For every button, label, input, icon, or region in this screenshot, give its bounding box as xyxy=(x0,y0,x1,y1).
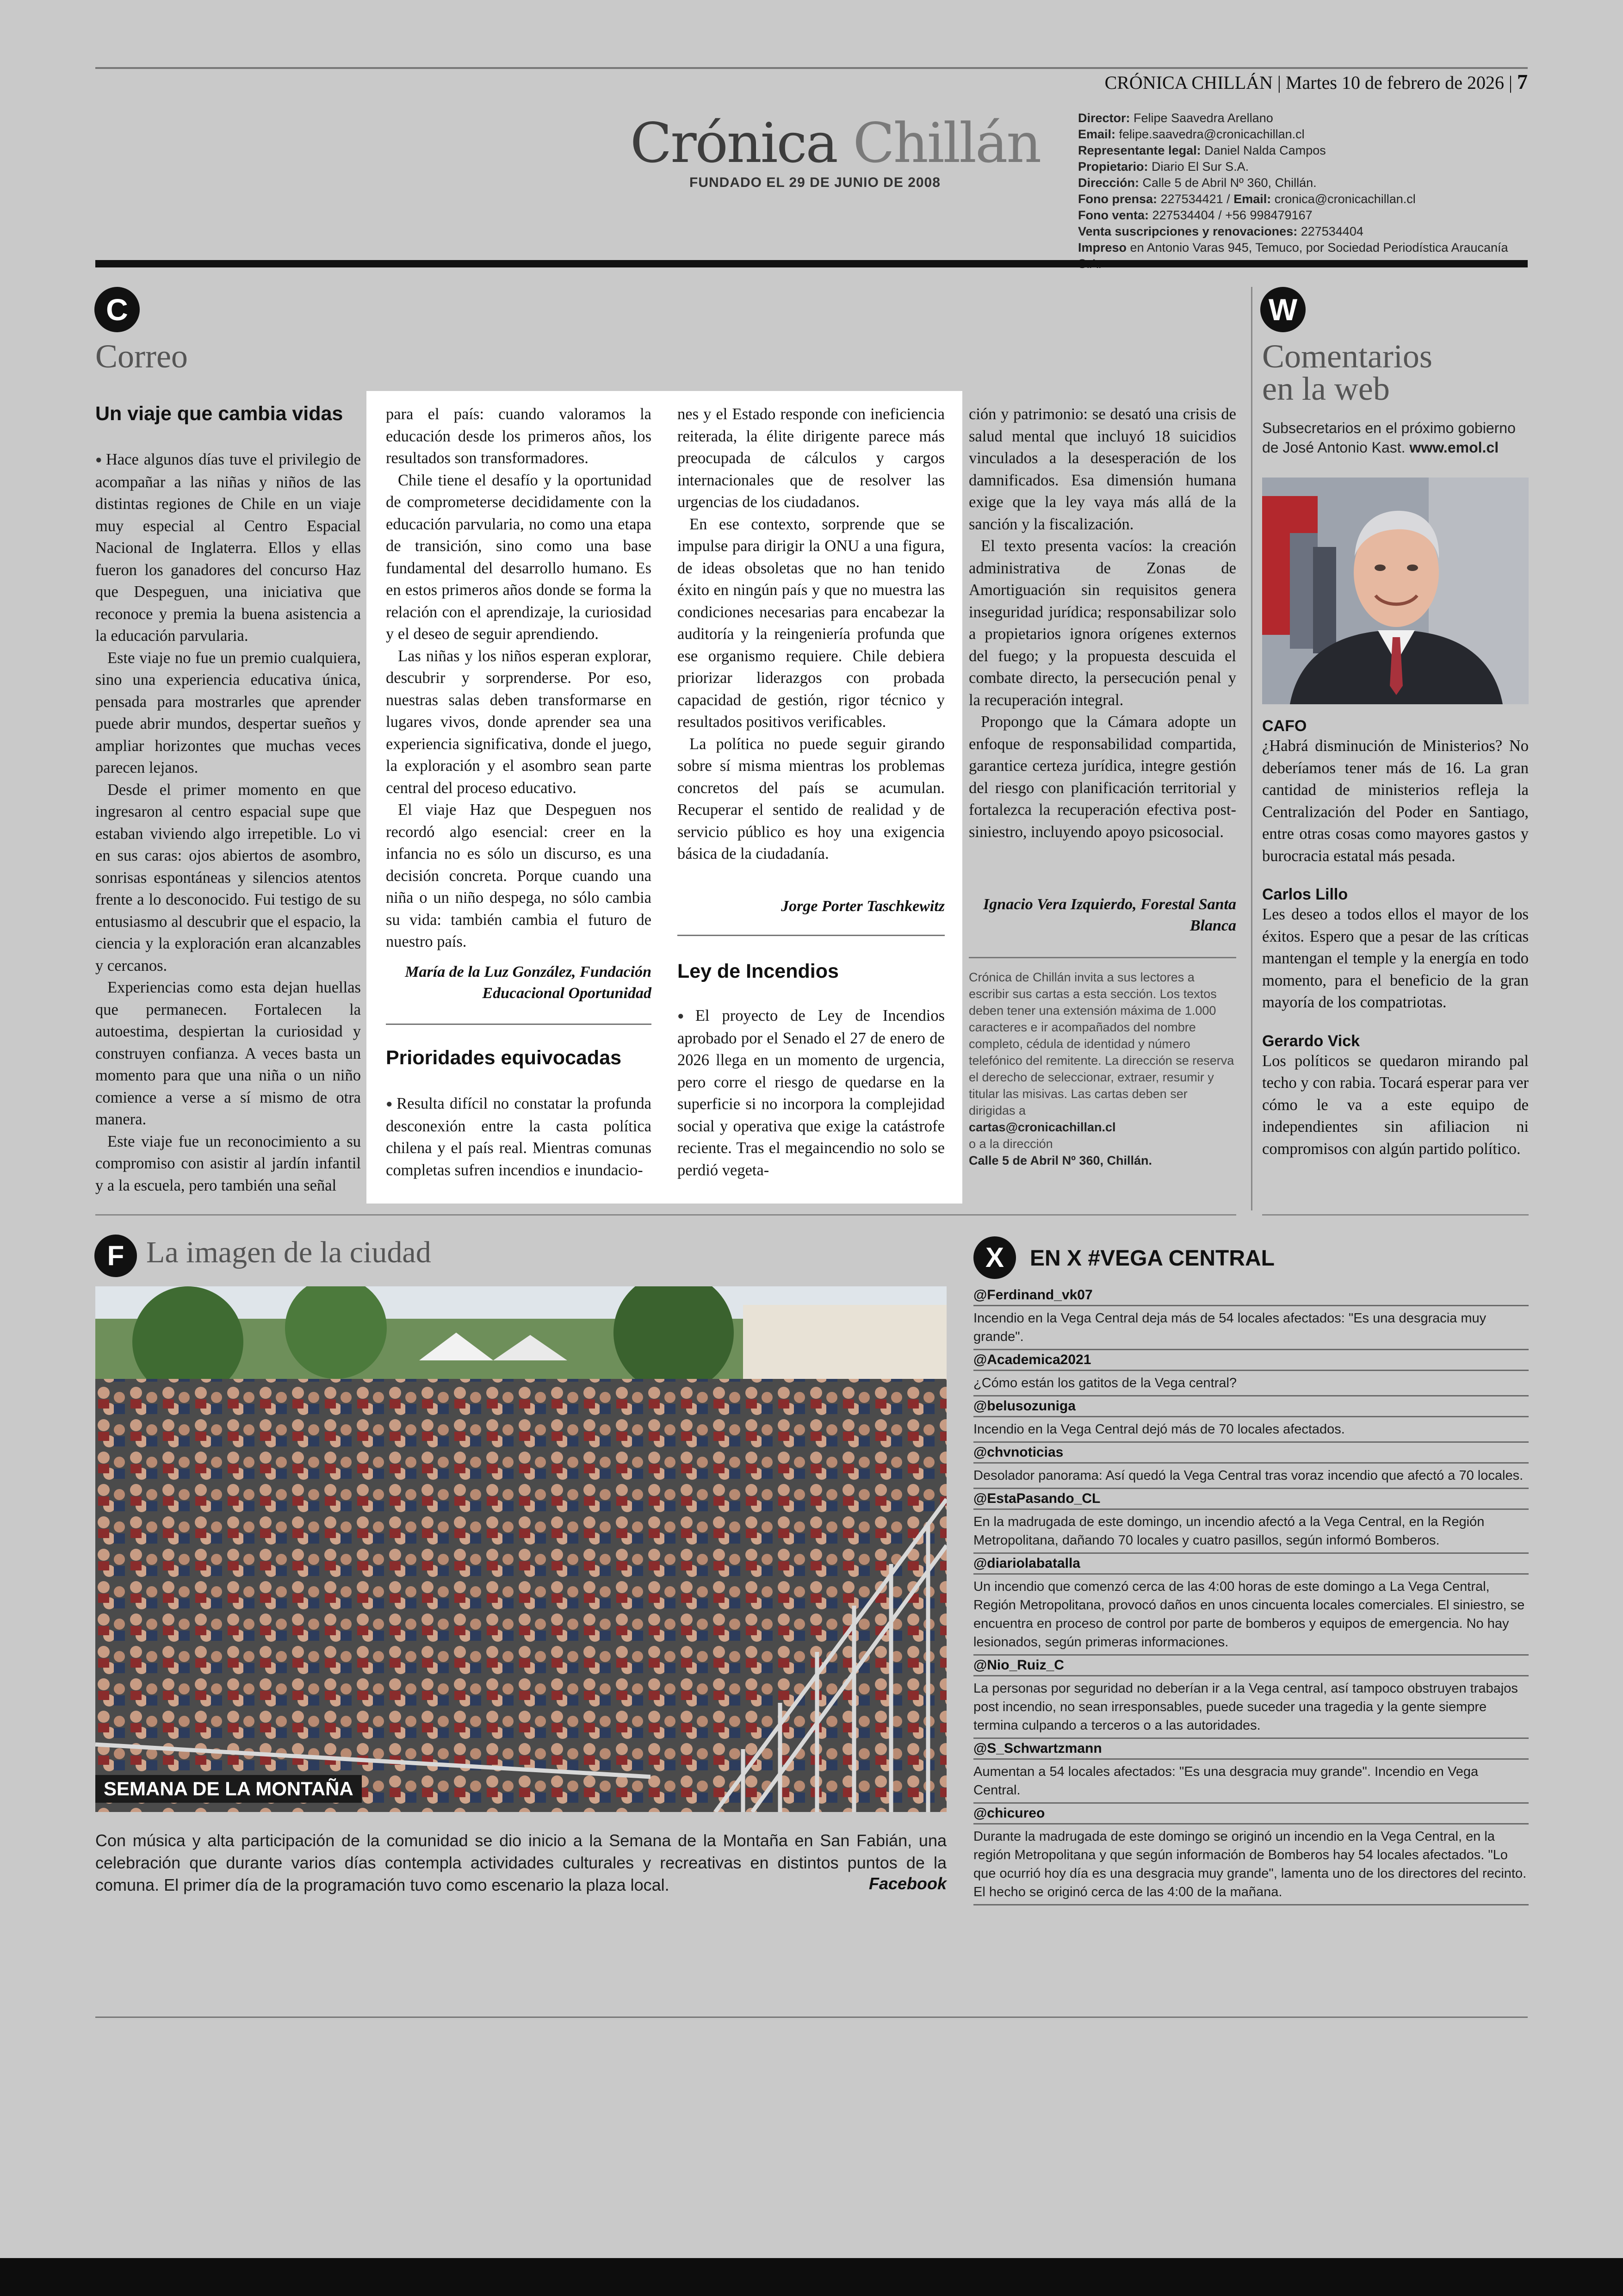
x-post xyxy=(973,1350,1529,1396)
x-post-text: Incendio en la Vega Central deja más de 54 locales afectados: "Es una desgracia muy grande". xyxy=(973,1311,1487,1344)
section-rule-left xyxy=(95,1214,1236,1216)
masthead-row xyxy=(1078,175,1531,191)
masthead-value: en Antonio Varas 945, Temuco, por Sociedad Periodística Araucanía xyxy=(1130,241,1508,254)
section-rule-right xyxy=(1262,1214,1529,1216)
masthead-label: Director: xyxy=(1078,111,1134,125)
masthead-value: Calle 5 de Abril Nº 360, Chillán. xyxy=(1142,176,1317,190)
publication-name: CRÓNICA CHILLÁN xyxy=(1104,72,1273,93)
masthead-info xyxy=(1078,110,1531,272)
bottom-band xyxy=(0,2258,1623,2296)
letter3-body-col4 xyxy=(969,403,1236,843)
comment-author: CAFO xyxy=(1262,717,1307,735)
masthead-row xyxy=(1078,126,1531,143)
letter3-signature-line2: Blanca xyxy=(1189,917,1236,934)
newspaper-logo xyxy=(630,111,1040,175)
web-subtitle-text: Subsecretarios en el próximo gobierno de José Antonio Kast. xyxy=(1262,420,1516,456)
x-post-handle[interactable]: @Academica2021 xyxy=(973,1352,1091,1367)
masthead-value: 227534421 xyxy=(1160,192,1223,206)
page-header xyxy=(1105,69,1528,94)
x-post xyxy=(973,1489,1529,1554)
letter1-body-col2 xyxy=(386,403,651,953)
web-comment xyxy=(1262,1032,1529,1160)
paragraph: Las niñas y los niños esperan explorar, descubrir y sorprenderse. Por eso, nuestras salas deben transformarse en lugares vivos, donde aprender sea una experiencia significativa, donde el juego, la exploración y el asombro sean parte central del proceso educativo. xyxy=(386,647,651,797)
paragraph: ● El proyecto de Ley de Incendios aprobado por el Senado el 27 de enero de 2026 llega en un momento de urgencia, pero corre el riesgo de quedarse en la superficie si no incorpora la complejidad social y operativa que exige la catástrofe reciente. Tras el megaincendio no solo se perdió vegeta- xyxy=(677,1005,945,1181)
founded-line: FUNDADO EL 29 DE JUNIO DE 2008 xyxy=(689,175,941,190)
notice-address: Calle 5 de Abril Nº 360, Chillán. xyxy=(969,1154,1152,1167)
notice-email[interactable]: cartas@cronicachillan.cl xyxy=(969,1120,1116,1134)
page-number: 7 xyxy=(1517,70,1528,93)
photo-credit: Facebook xyxy=(868,1874,947,1893)
letter3-signature-line1: Ignacio Vera Izquierdo, Forestal Santa xyxy=(983,896,1236,913)
letters-notice xyxy=(969,969,1236,1169)
masthead-value: 227534404 xyxy=(1301,224,1363,238)
x-post-handle[interactable]: @diariolabatalla xyxy=(973,1556,1080,1571)
paragraph: La política no puede seguir girando sobre sí misma mientras los problemas concretos del país se acumulan. Recuperar el sentido de realidad y de servicio público es hoy una exigencia básica de la ciudadanía. xyxy=(677,735,945,863)
comment-text: ¿Habrá disminución de Ministerios? No deberíamos tener más de 16. La gran cantidad de ministerios refleja la Centralización del Poder en Santiago, entre otras cosas como mayores gastos y burocracia estatal más pesada. xyxy=(1262,737,1529,865)
x-post-handle[interactable]: @EstaPasando_CL xyxy=(973,1491,1101,1506)
paragraph: Este viaje fue un reconocimiento a su compromiso con asistir al jardín infantil y a la escuela, pero también una señal xyxy=(95,1132,361,1194)
x-post-text: Aumentan a 54 locales afectados: "Es una desgracia muy grande". Incendio en Vega Central. xyxy=(973,1764,1479,1798)
comment-text: Los políticos se quedaron mirando pal techo y con rabia. Tocará esperar para ver cómo le va a este equipo de independientes sin afiliacion ni compromisos con algún partido político. xyxy=(1262,1052,1529,1158)
masthead-label: Representante legal: xyxy=(1078,143,1205,157)
photo-caption: Con música y alta participación de la comunidad se dio inicio a la Semana de la Montaña en San Fabián, una celebración que durante varios días contempla actividades culturales y recreativas en distintos puntos de la comuna. El primer día de la programación tuvo como escenario la plaza local. xyxy=(95,1831,947,1894)
letter3-headline: Ley de Incendios xyxy=(677,960,839,982)
x-posts-list xyxy=(973,1285,1529,1905)
x-badge: X xyxy=(973,1236,1016,1279)
city-photo xyxy=(95,1286,947,1812)
x-post-rule xyxy=(973,1904,1529,1905)
x-post-handle[interactable]: @Nio_Ruiz_C xyxy=(973,1657,1064,1673)
paragraph: Propongo que la Cámara adopte un enfoque de responsabilidad compartida, garantice certeza jurídica, integre gestión del riesgo con planificación territorial y fortalezca la recuperación efectiva post-siniestro, incluyendo apoyo psicosocial. xyxy=(969,713,1236,841)
letter2-body-col3 xyxy=(677,403,945,865)
notice-or: o a la dirección xyxy=(969,1137,1053,1151)
x-post-text: La personas por seguridad no deberían ir a la Vega central, así tampoco obstruyen trabajos post incendio, no sean irresponsables, puede suceder una tragedia y la gente siempre termina culpando a terceros o a las autoridades. xyxy=(973,1681,1518,1733)
masthead-separator: / xyxy=(1223,192,1234,206)
masthead-label: Email: xyxy=(1233,192,1275,206)
letter2-body-col2 xyxy=(386,1093,651,1181)
paragraph: Chile tiene el desafío y la oportunidad de comprometerse decididamente con la educación parvularia, no como una etapa de transición, sino como una base fundamental del desarrollo humano. Es en estos primeros años donde se forma la relación con el aprendizaje, la curiosidad y el deseo de seguir aprendiendo. xyxy=(386,471,651,643)
x-post-handle[interactable]: @chicureo xyxy=(973,1806,1045,1821)
letter3-signature xyxy=(969,894,1236,937)
paragraph: ● Hace algunos días tuve el privilegio de acompañar a las niñas y niños de las distintas regiones de Chile en un viaje muy especial al Centro Espacial Nacional de Inglaterra. Ellos y ellas fueron los ganadores del concurso Haz que Despeguen, una iniciativa que reconoce y premia la buena asistencia a la educación parvularia. xyxy=(95,449,361,647)
x-post-handle[interactable]: @chvnoticias xyxy=(973,1445,1064,1460)
crowd-illustration xyxy=(95,1286,947,1812)
notice-text: Crónica de Chillán invita a sus lectores a escribir sus cartas a esta sección. Los textos deben tener una extensión máxima de 1.000 caracteres e ir acompañados del nombre completo, cédula de identidad y número telefónico del remitente. La dirección se reserva el derecho de seleccionar, extraer, resumir y titular las misivas. Las cartas deben ser dirigidas a xyxy=(969,970,1234,1117)
x-post-text: ¿Cómo están los gatitos de la Vega central? xyxy=(973,1376,1237,1390)
masthead-value: felipe.saavedra@cronicachillan.cl xyxy=(1119,127,1305,141)
web-comment xyxy=(1262,717,1529,867)
masthead-label: Propietario: xyxy=(1078,160,1152,174)
masthead-row xyxy=(1078,207,1531,223)
photo-label: SEMANA DE LA MONTAÑA xyxy=(95,1775,362,1803)
x-post-handle[interactable]: @belusozuniga xyxy=(973,1398,1076,1414)
paragraph: El texto presenta vacíos: la creación administrativa de Zonas de Amortiguación sin requisitos genera inseguridad jurídica; responsabilizar solo a propietarios ignora orígenes externos del fuego; y la propuesta descuida el combate directo, la persecución penal y la recuperación integral. xyxy=(969,537,1236,709)
paragraph: En ese contexto, sorprende que se impulse para dirigir la ONU a una figura, de ideas obsoletas que no han tenido éxito en ningún país y que no muestra las condiciones necesarias para encabezar la auditoría y la reingeniería profunda que ese organismo requiere. Chile debiera priorizar liderazgos con probada capacidad de gestión, rigor técnico y resultados positivos verificables. xyxy=(677,515,945,731)
x-post xyxy=(973,1804,1529,1905)
x-post xyxy=(973,1656,1529,1739)
paragraph: ● Resulta difícil no constatar la profunda desconexión entre la casta política chilena y el país real. Mientras comunas completas sufren incendios e inundacio- xyxy=(386,1093,651,1181)
masthead-row xyxy=(1078,223,1531,240)
paragraph: El viaje Haz que Despeguen nos recordó algo esencial: creer en la infancia no es sólo un discurso, es una decisión concreta. Porque cuando una niña o un niño despega, no sólo cambia su vida: también cambia el futuro de nuestro país. xyxy=(386,801,651,950)
masthead-row xyxy=(1078,159,1531,175)
imagen-title: La imagen de la ciudad xyxy=(146,1235,431,1269)
web-comment xyxy=(1262,886,1529,1014)
paragraph: para el país: cuando valoramos la educación desde los primeros años, los resultados son transformadores. xyxy=(386,405,651,467)
notice-divider xyxy=(969,957,1236,958)
web-comments-list xyxy=(1262,717,1529,1179)
letter-divider-1 xyxy=(386,1024,651,1025)
masthead-label: Dirección: xyxy=(1078,176,1143,190)
imagen-badge: F xyxy=(94,1235,137,1277)
x-post-handle[interactable]: @Ferdinand_vk07 xyxy=(973,1287,1093,1303)
masthead-value: Daniel Nalda Campos xyxy=(1204,143,1326,157)
letter1-body-col1 xyxy=(95,449,361,1197)
masthead-row xyxy=(1078,143,1531,159)
masthead-row xyxy=(1078,110,1531,126)
masthead-value: 227534404 / +56 998479167 xyxy=(1152,208,1313,222)
x-post-text: Incendio en la Vega Central dejó más de 70 locales afectados. xyxy=(973,1422,1345,1437)
x-post xyxy=(973,1285,1529,1350)
paragraph: nes y el Estado responde con ineficiencia reiterada, la élite dirigente parece más preocupada de cálculos y cargos internacionales que de resolver las urgencias de los ciudadanos. xyxy=(677,405,945,511)
letter-divider-2 xyxy=(677,935,945,936)
x-post-handle[interactable]: @S_Schwartzmann xyxy=(973,1741,1102,1756)
web-source-link[interactable]: www.emol.cl xyxy=(1409,439,1499,456)
paragraph: Desde el primer momento en que ingresaron al centro espacial supe que estaban viviendo algo irrepetible. Lo vi en sus caras: ojos abiertos de asombro, sonrisas espontáneas y silencios atentos frente a lo desconocido. Fui testigo de su entusiasmo al descubrir que el espacio, la ciencia y la exploración eran alcanzables y cercanos. xyxy=(95,781,361,974)
letter1-headline: Un viaje que cambia vidas xyxy=(95,403,343,425)
bottom-rule xyxy=(95,2017,1528,2018)
masthead-value: Diario El Sur S.A. xyxy=(1152,160,1249,174)
x-post-text: Desolador panorama: Así quedó la Vega Central tras voraz incendio que afectó a 70 locales. xyxy=(973,1468,1524,1483)
correo-title: Correo xyxy=(95,338,188,375)
masthead-value: cronica@cronicachillan.cl xyxy=(1274,192,1416,206)
portrait-illustration xyxy=(1262,478,1529,704)
letter2-signature: Jorge Porter Taschkewitz xyxy=(781,898,945,915)
paragraph: Este viaje no fue un premio cualquiera, sino una experiencia educativa única, pensada para mostrarles que aprender puede abrir mundos, despertar sueños y ampliar horizontes que muchas veces parecen lejanos. xyxy=(95,649,361,776)
paragraph: Experiencias como esta dejan huellas que permanecen. Fortalecen la autoestima, despiertan la curiosidad y construyen confianza. A veces basta un momento para que una niña o un niño comience a verse a sí mismo de otra manera. xyxy=(95,979,361,1128)
x-post xyxy=(973,1554,1529,1656)
logo-part-cronica: Crónica xyxy=(630,111,837,175)
masthead-label: Venta suscripciones y renovaciones: xyxy=(1078,224,1301,238)
masthead-label: Email: xyxy=(1078,127,1119,141)
comment-author: Gerardo Vick xyxy=(1262,1032,1360,1050)
web-title-line2: en la web xyxy=(1262,370,1390,407)
letter1-signature xyxy=(386,962,651,1004)
letter2-headline: Prioridades equivocadas xyxy=(386,1047,622,1069)
x-title: EN X #VEGA CENTRAL xyxy=(1030,1246,1275,1271)
masthead-label: Impreso xyxy=(1078,241,1130,254)
separator: | xyxy=(1277,72,1281,93)
vertical-divider xyxy=(1251,287,1252,1210)
x-post xyxy=(973,1739,1529,1804)
masthead-label: Fono venta: xyxy=(1078,208,1152,222)
paragraph: ción y patrimonio: se desató una crisis de salud mental que incluyó 18 suicidios vinculados a la desesperación de los damnificados. Esa dimensión humana exige que la ley vaya más allá de la sanción y la fiscalización. xyxy=(969,405,1236,533)
correo-badge: C xyxy=(94,287,140,332)
masthead-value: Felipe Saavedra Arellano xyxy=(1134,111,1273,125)
masthead-rule xyxy=(95,260,1528,267)
letter1-signature-line1: María de la Luz González, Fundación xyxy=(405,963,651,980)
logo-part-chillan: Chillán xyxy=(853,111,1041,175)
x-post xyxy=(973,1443,1529,1489)
letter1-signature-line2: Educacional Oportunidad xyxy=(482,985,651,1002)
portrait-photo xyxy=(1262,478,1529,704)
top-rule xyxy=(95,67,1528,69)
web-subtitle xyxy=(1262,418,1529,457)
masthead-row xyxy=(1078,191,1531,207)
comment-text: Les deseo a todos ellos el mayor de los éxitos. Espero que a pesar de las críticas mantengan el temple y la energía en todo momento, para el beneficio de la gran mayoría de los compatriotas. xyxy=(1262,906,1529,1011)
x-post-text: Durante la madrugada de este domingo se originó un incendio en la Vega Central, en la región Metropolitana y que según información de Bomberos hay 54 locales afectados. "Lo que ocurrió hoy día es una desgracia muy grande", lamenta uno de los directores del recinto. El hecho se originó cerca de las 4:00 de la mañana. xyxy=(973,1829,1527,1899)
web-title-line1: Comentarios xyxy=(1262,338,1432,375)
x-post-text: Un incendio que comenzó cerca de las 4:00 horas de este domingo a La Vega Central, Región Metropolitana, provocó daños en unos cincuenta locales comerciales. El siniestro, se encuentra en proceso de control por parte de bomberos y equipos de emergencia. No hay lesionados, según primeras informaciones. xyxy=(973,1579,1525,1650)
masthead-label: Fono prensa: xyxy=(1078,192,1161,206)
x-post-text: En la madrugada de este domingo, un incendio afectó a la Vega Central, en la Región Metropolitana, dañando 70 locales y cuatro pasillos, según informó Bomberos. xyxy=(973,1514,1485,1548)
issue-date: Martes 10 de febrero de 2026 xyxy=(1285,72,1504,93)
separator: | xyxy=(1508,72,1512,93)
x-post xyxy=(973,1396,1529,1443)
comment-author: Carlos Lillo xyxy=(1262,886,1348,903)
web-title xyxy=(1262,340,1432,405)
letter3-body-col3 xyxy=(677,1005,945,1181)
web-badge: W xyxy=(1260,287,1306,332)
